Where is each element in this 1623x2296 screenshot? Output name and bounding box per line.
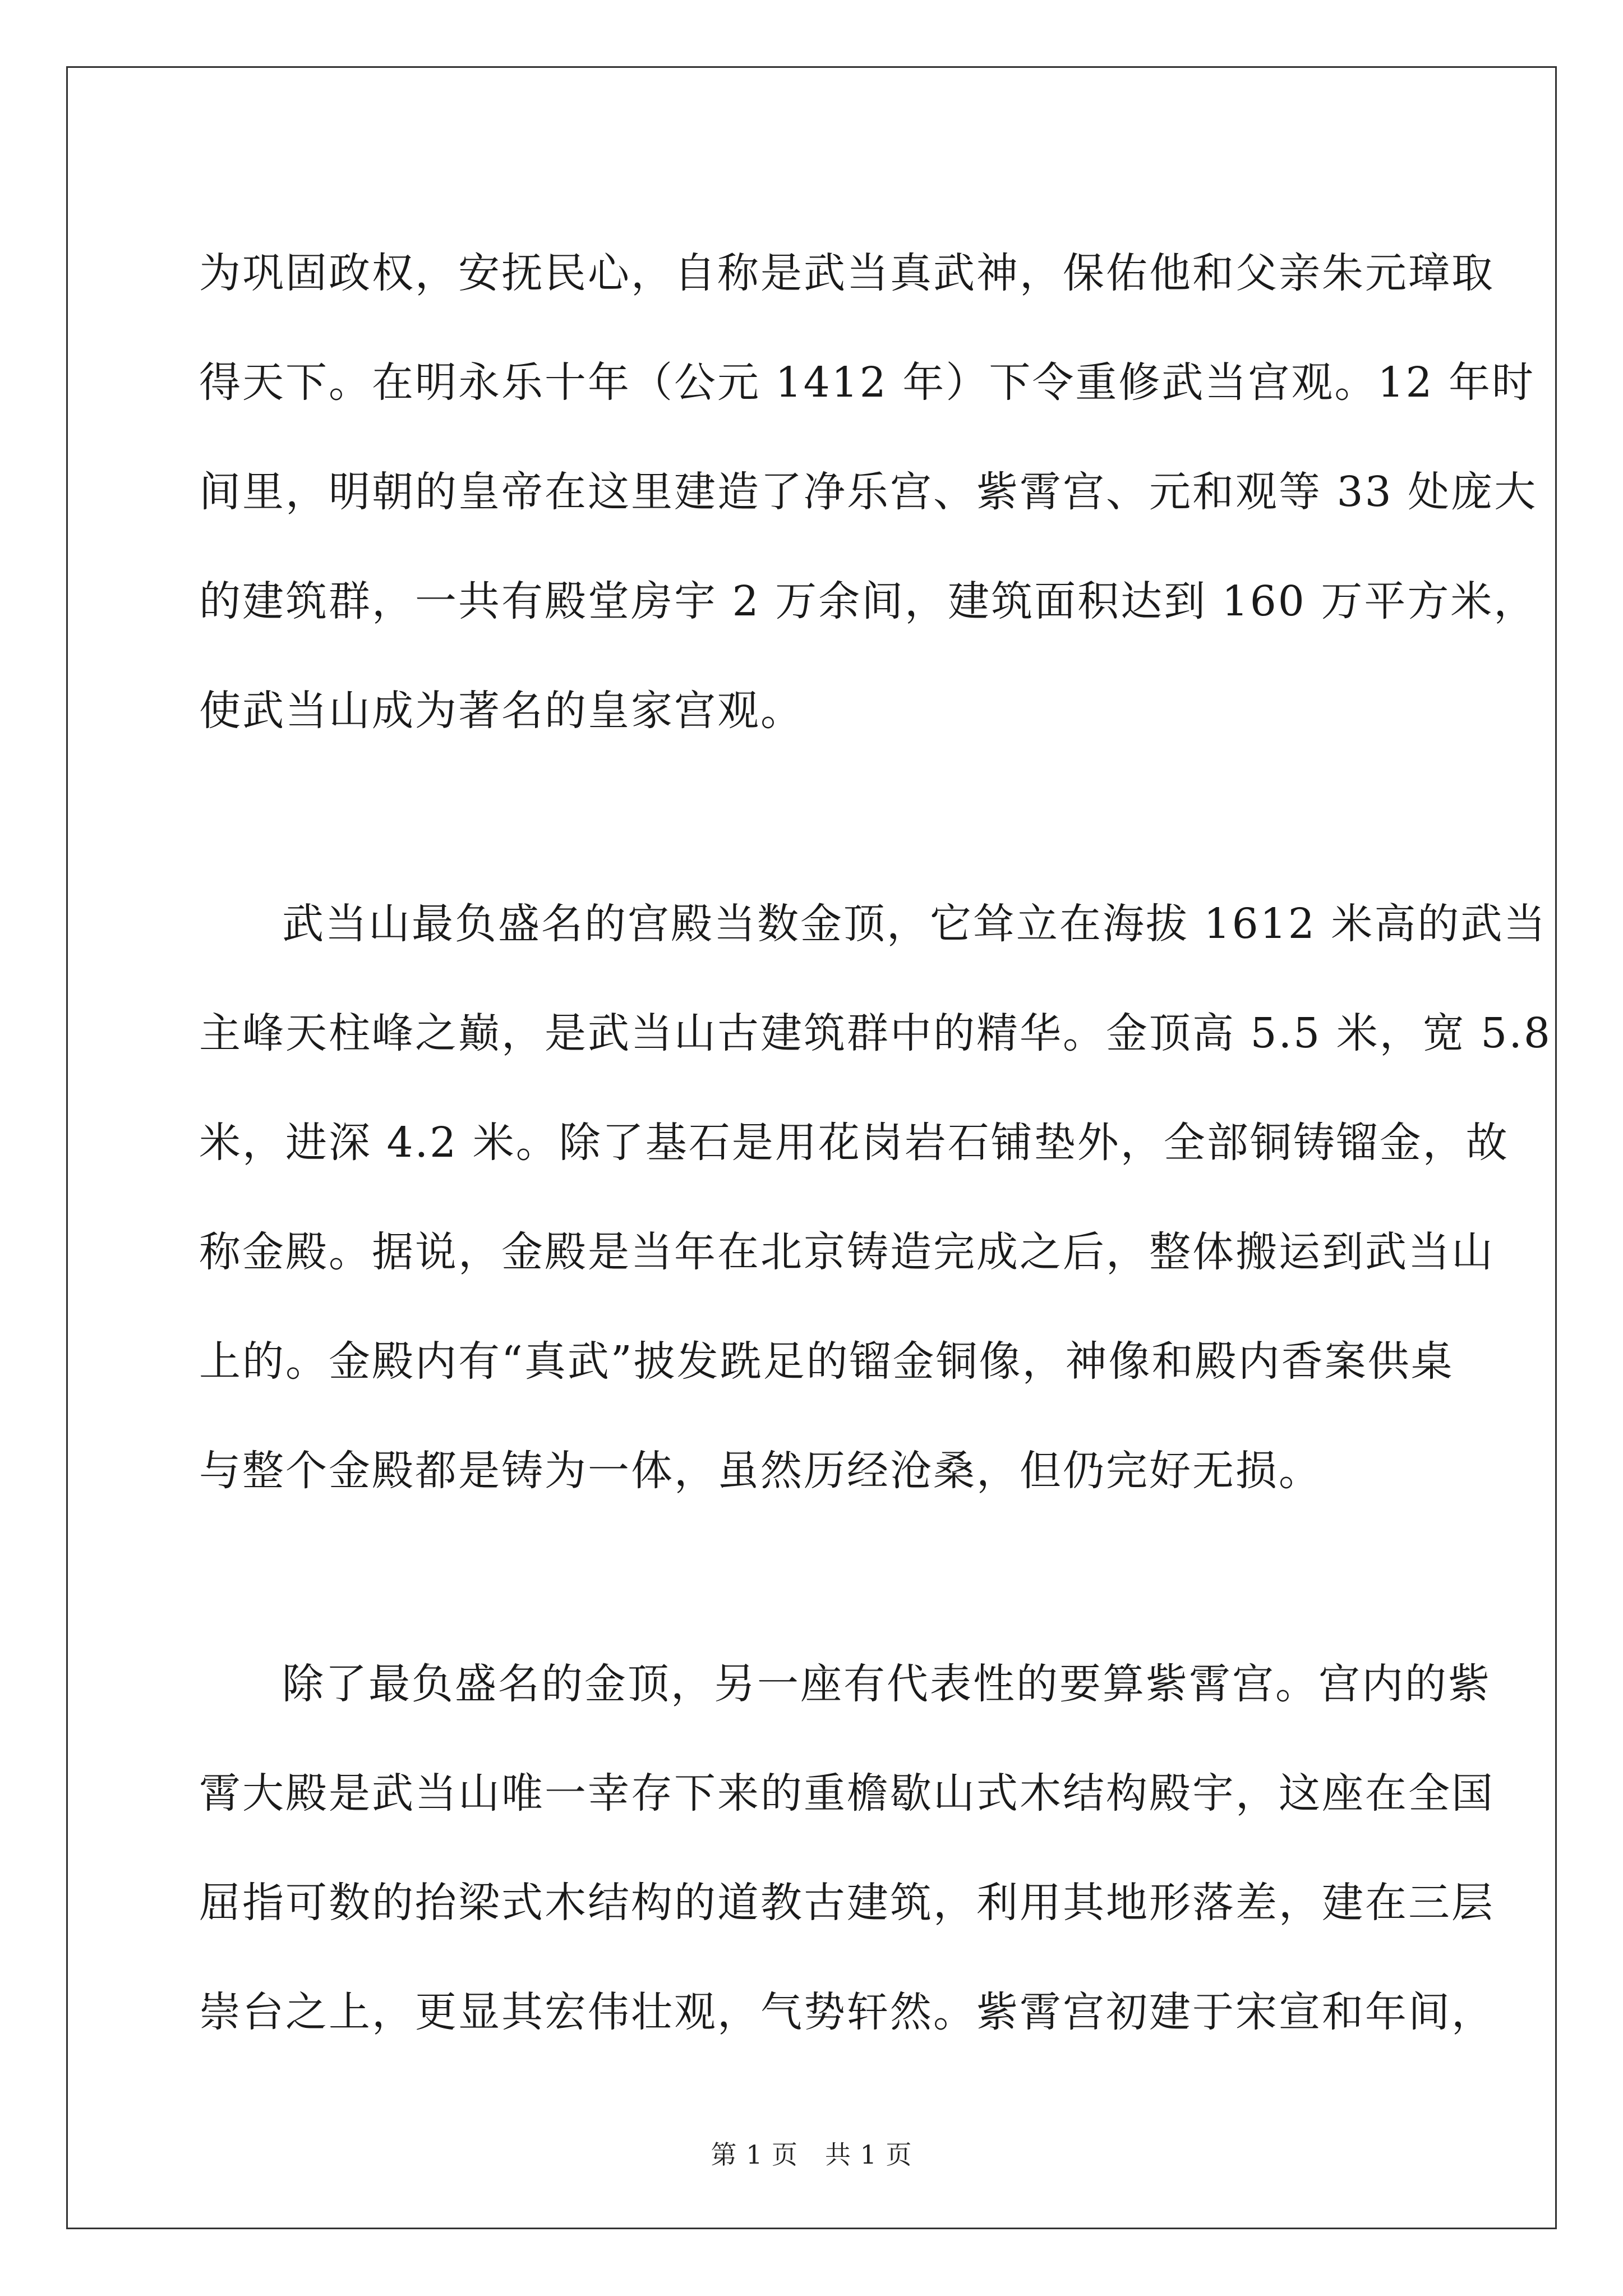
paragraph-gap <box>199 1526 1450 1630</box>
text-line: 崇台之上，更显其宏伟壮观，气势轩然。紫霄宫初建于宋宣和年间， <box>199 1988 1495 2036</box>
paragraph-gap <box>199 766 1450 869</box>
paragraph-3 <box>199 1630 1495 2067</box>
text-line: 除了最负盛名的金顶，另一座有代表性的要算紫霄宫。宫内的紫 <box>282 1660 1491 1708</box>
text-line: 与整个金殿都是铸为一体，虽然历经沧桑，但仍完好无损。 <box>199 1447 1322 1495</box>
document-body <box>199 219 1552 2067</box>
text-line: 屈指可数的抬梁式木结构的道教古建筑，利用其地形落差，建在三层 <box>199 1879 1495 1927</box>
text-line: 使武当山成为著名的皇家宫观。 <box>199 687 804 735</box>
text-line: 霄大殿是武当山唯一幸存下来的重檐歇山式木结构殿宇，这座在全国 <box>199 1769 1495 1818</box>
text-line: 称金殿。据说，金殿是当年在北京铸造完成之后，整体搬运到武当山 <box>199 1228 1495 1276</box>
page-number: 第 1 页 <box>711 2139 798 2170</box>
page-total: 共 1 页 <box>825 2139 912 2170</box>
page-footer <box>0 2134 1623 2171</box>
text-line: 为巩固政权，安抚民心，自称是武当真武神，保佑他和父亲朱元璋取 <box>199 249 1495 297</box>
text-line: 主峰天柱峰之巅，是武当山古建筑群中的精华。金顶高 5.5 米，宽 5.8 <box>199 1009 1552 1057</box>
text-line: 间里，明朝的皇帝在这里建造了净乐宫、紫霄宫、元和观等 33 处庞大 <box>199 468 1538 516</box>
paragraph-2 <box>199 869 1552 1526</box>
text-line: 上的。金殿内有“真武”披发跣足的镏金铜像，神像和殿内香案供桌 <box>199 1337 1454 1386</box>
paragraph-1 <box>199 219 1538 766</box>
text-line: 武当山最负盛名的宫殿当数金顶，它耸立在海拔 1612 米高的武当 <box>282 900 1547 948</box>
text-line: 得天下。在明永乐十年（公元 1412 年）下令重修武当宫观。12 年时 <box>199 358 1536 407</box>
text-line: 米，进深 4.2 米。除了基石是用花岗岩石铺垫外，全部铜铸镏金，故 <box>199 1119 1509 1167</box>
text-line: 的建筑群，一共有殿堂房宇 2 万余间，建筑面积达到 160 万平方米， <box>199 577 1537 625</box>
